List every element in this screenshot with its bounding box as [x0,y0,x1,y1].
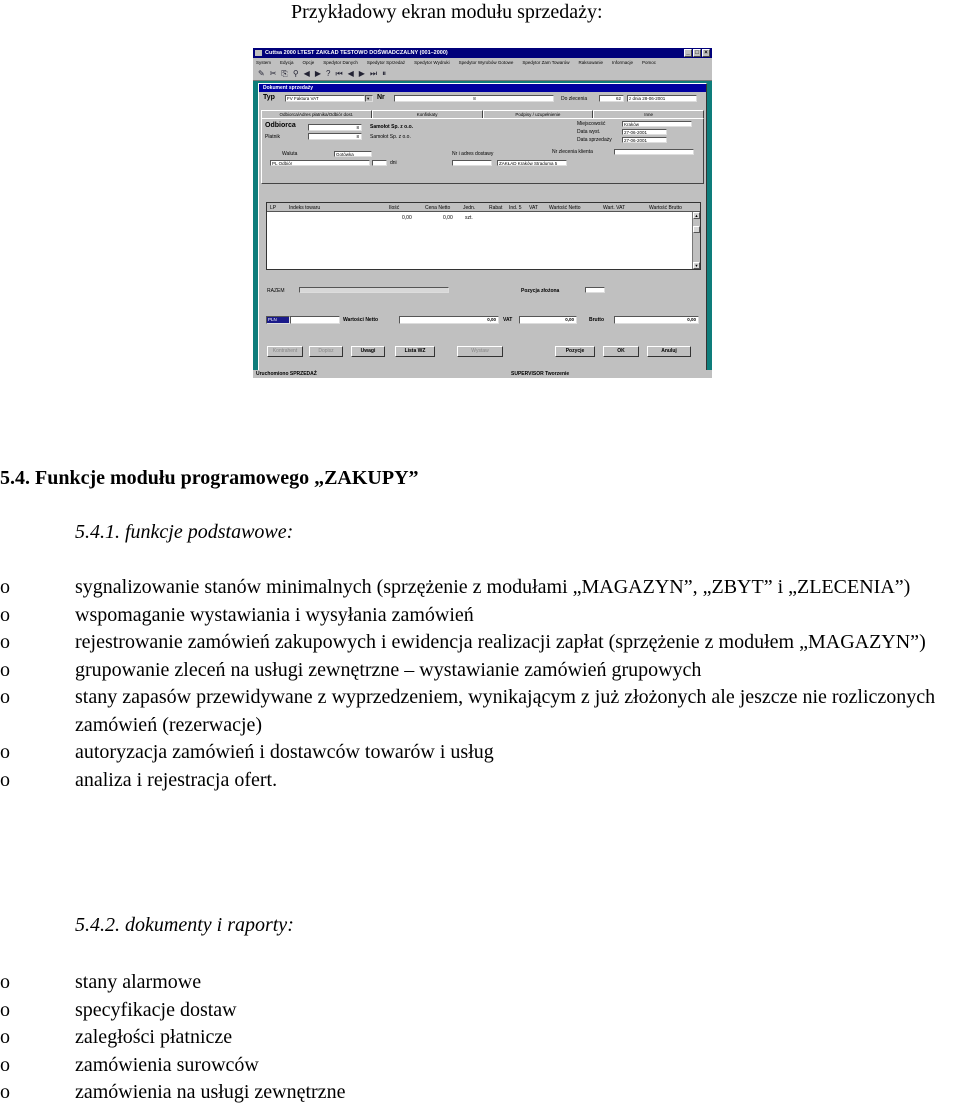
reports-list [0,969,960,1107]
list-item [0,684,960,739]
menu-item[interactable]: Pomoc [642,60,657,65]
toolbar-icon[interactable]: ⏸ [382,68,387,78]
odbiorca-label: Odbiorca [265,122,296,129]
subsection-heading-reports: 5.4.2. dokumenty i raporty: [75,914,294,936]
toolbar-icon[interactable]: ◀ [347,68,354,78]
lista-wz-button[interactable]: Lista WZ [395,346,435,357]
wystaw-button[interactable]: Wystaw [457,346,503,357]
anuluj-button[interactable]: Anuluj [647,346,691,357]
app-icon [255,50,262,56]
scroll-thumb[interactable] [693,226,700,233]
waluta-sum-field[interactable]: PLN [266,316,290,324]
menu-item[interactable]: Spedytor Wyrobów Gotowe [458,60,514,65]
list-item [0,629,960,657]
tab-strip [261,110,704,118]
do-zlecenia-field[interactable]: 62 [599,95,624,102]
list-item [0,602,960,630]
razem-label: RAZEM [267,288,285,294]
menu-item[interactable]: Spedytor Sprzedaż [366,60,406,65]
toolbar [253,67,712,81]
uwagi-button[interactable]: Uwagi [351,346,385,357]
items-grid[interactable] [266,202,701,270]
bullet-marker: o [0,998,10,1021]
list-item [0,969,960,997]
scroll-up-icon[interactable]: ▲ [694,213,699,218]
list-item-text: sygnalizowanie stanów minimalnych (sprzężenie z modułami „MAGAZYN”, „ZBYT” i „ZLECENIA”) [75,576,911,598]
data-sprzedazy-label: Data sprzedaży [577,137,612,143]
toolbar-icon[interactable]: ▶ [314,68,321,78]
sales-module-screenshot [253,48,712,378]
adres-label: Nr i adres dostawy [452,151,494,157]
bullet-marker: o [0,768,10,791]
bullet-marker: o [0,1081,10,1103]
grid-cell-jedn: szt. [465,215,473,221]
page-caption: Przykładowy ekran modułu sprzedaży: [291,1,603,23]
tab-item[interactable]: Inne [593,110,704,118]
data-wyst-label: Data wyst. [577,129,601,135]
ok-button[interactable]: OK [603,346,639,357]
pozycja-label: Pozycja złożona [521,288,560,294]
grid-column-header[interactable]: Cena Netto [425,205,451,211]
grid-column-header[interactable]: LP [270,205,277,211]
platnik-label: Płatnik [265,134,281,140]
contractor-panel [261,118,704,184]
list-item-text: grupowanie zleceń na usługi zewnętrzne – wystawianie zamówień grupowych [75,658,702,681]
z-dnia-field[interactable]: z dnia 28-06-2001 [627,95,697,102]
close-icon[interactable]: × [702,49,710,57]
waluta-sum-extra[interactable] [290,316,340,324]
toolbar-icon[interactable]: ✂ [269,68,277,78]
bullet-marker: o [0,971,10,993]
netto-value: 0,00 [399,316,499,324]
grid-column-header[interactable]: Rabat [489,205,503,211]
list-item [0,767,960,795]
odbior-field[interactable]: PL Odbiór [270,160,370,166]
list-item [0,1079,960,1107]
document-title: Dokument sprzedaży [259,84,706,92]
pozycje-button[interactable]: Pozycje [555,346,595,357]
menu-item[interactable]: Opcje [302,60,315,65]
menu-item[interactable]: Spedytor Zam Towarów [522,60,570,65]
miejscowosc-label: Miejscowość [577,121,606,127]
list-item-text: stany alarmowe [75,971,202,993]
miejscowosc-field[interactable]: Kraków [622,121,692,127]
bullet-marker: o [0,631,10,653]
list-item [0,574,960,602]
dni-field[interactable] [372,160,387,166]
toolbar-icon[interactable]: ⎘ [281,68,288,78]
document-window [258,83,707,371]
nr-zlecenia-field[interactable] [614,149,694,155]
tab-item[interactable]: Odbiorca/Adres płatnika/Odbiór dost. [261,110,372,118]
pozycja-field[interactable] [585,287,605,293]
do-zlecenia-label: Do zlecenia [561,96,588,102]
waluta-label: Waluta [282,151,298,157]
bullet-marker: o [0,576,10,598]
odbiorca-name: Samołot Sp. z o.o. [370,124,414,130]
adres-nr-field[interactable] [452,160,492,166]
menu-item[interactable]: Informacje [612,60,634,65]
grid-cell-cena: 0,00 [443,215,453,221]
list-item [0,739,960,767]
status-bar [253,370,712,378]
odbiorca-field[interactable]: 8 [308,124,362,131]
scroll-down-icon[interactable]: ▼ [694,263,699,268]
window-title: Cuttsa 2000 LTEST ZAKŁAD TESTOWO DOŚWIADCZALNY (001–2000) [265,50,448,56]
status-left: Uruchomiono SPRZEDAŻ [256,371,317,377]
window-titlebar [253,48,712,58]
list-item-text: zamówienia na usługi zewnętrzne [75,1081,346,1103]
grid-column-header[interactable]: Wartość Brutto [649,205,682,211]
list-item [0,657,960,685]
kontrahent-button[interactable]: Kontrahent [267,346,303,357]
brutto-label: Brutto [589,317,604,323]
list-item-text: specyfikacje dostaw [75,998,237,1021]
list-item-text: autoryzacja zamówień i dostawców towarów i usług [75,741,494,763]
waluta-field[interactable]: Gotówka [334,151,372,157]
list-item-text: zaległości płatnicze [75,1026,233,1048]
typ-field[interactable]: FV Faktura VAT [285,95,365,102]
grid-scrollbar[interactable] [692,212,700,269]
menu-item[interactable]: System [256,60,272,65]
menu-item[interactable]: Spedytor Wydruki [414,60,450,65]
toolbar-icon[interactable]: ▶ [358,68,365,78]
data-wyst-field[interactable]: 27-06-2001 [622,129,667,135]
typ-dropdown-icon[interactable]: ▾ [365,95,373,102]
tab-item[interactable]: Podpisy / uzupełnienie [483,110,594,118]
list-item [0,1024,960,1052]
bullet-marker: o [0,741,10,763]
grid-cell-ilosc: 0,00 [402,215,412,221]
list-item [0,997,960,1025]
bullet-marker: o [0,686,10,708]
grid-column-header[interactable]: Ilość [389,205,400,211]
bullet-marker: o [0,658,10,681]
status-right: SUPERVISOR Tworzenie [511,371,570,377]
minimize-icon[interactable]: _ [684,49,692,57]
vat-label: VAT [503,317,513,323]
dopisz-button[interactable]: Dopisz [309,346,343,357]
grid-column-header[interactable]: Wart. VAT [603,205,626,211]
grid-column-header[interactable]: VAT [529,205,538,211]
grid-column-header[interactable]: Ind. 5 [509,205,522,211]
dni-label: dni [390,160,397,166]
typ-label: Typ [263,94,275,101]
grid-column-header[interactable]: Wartość Netto [549,205,581,211]
adres-field[interactable]: ZAKŁAD Kraków Straduma 5 [497,160,567,166]
list-item-text: analiza i rejestracja ofert. [75,768,278,791]
list-item-text: wspomaganie wystawiania i wysyłania zamówień [75,603,474,626]
nr-field[interactable]: 8 [394,95,554,102]
list-item-text: stany zapasów przewidywane z wyprzedzeniem, wynikającym z już złożonych ale jeszcze nie rozliczonych zamówień (rezerwacje) [75,686,936,736]
menu-item[interactable]: Edycja [280,60,294,65]
menu-bar [253,58,712,67]
bullet-marker: o [0,1053,10,1076]
menu-item[interactable]: Raksowanie [578,60,604,65]
nr-zlecenia-label: Nr zlecenia klienta [552,149,593,155]
razem-bar [299,287,449,293]
list-item-text: rejestrowanie zamówień zakupowych i ewidencja realizacji zapłat (sprzężenie z modułem „MAGAZYN”) [75,631,926,653]
toolbar-icon[interactable]: ? [325,68,331,78]
nr-label: Nr [377,94,385,101]
bullet-marker: o [0,1026,10,1048]
grid-header [267,203,700,212]
vat-value: 0,00 [519,316,577,324]
maximize-icon[interactable]: □ [693,49,701,57]
grid-column-header[interactable]: Indeks towaru [289,205,321,211]
toolbar-icon[interactable]: ⚲ [292,68,299,78]
platnik-field[interactable]: 8 [308,133,362,140]
netto-label: Wartości Netto [343,317,379,323]
tab-item[interactable]: Konfiskaty [372,110,483,118]
toolbar-icon[interactable]: ✎ [258,68,265,78]
toolbar-icon[interactable]: ⏭ [369,68,378,78]
bullet-marker: o [0,603,10,626]
toolbar-icon[interactable]: ⏮ [335,68,343,78]
platnik-name: Samołot Sp. z o.o. [370,134,411,140]
grid-column-header[interactable]: Jedn. [463,205,476,211]
data-sprzedazy-field[interactable]: 27-06-2001 [622,137,667,143]
toolbar-icon[interactable]: ◀ [303,68,310,78]
subsection-heading-basic: 5.4.1. funkcje podstawowe: [75,521,294,543]
menu-item[interactable]: Spedytor Danych [323,60,358,65]
list-item [0,1052,960,1080]
basic-functions-list [0,574,960,794]
section-heading: 5.4. Funkcje modułu programowego „ZAKUPY” [0,467,419,489]
brutto-value: 0,00 [614,316,699,324]
list-item-text: zamówienia surowców [75,1053,259,1076]
